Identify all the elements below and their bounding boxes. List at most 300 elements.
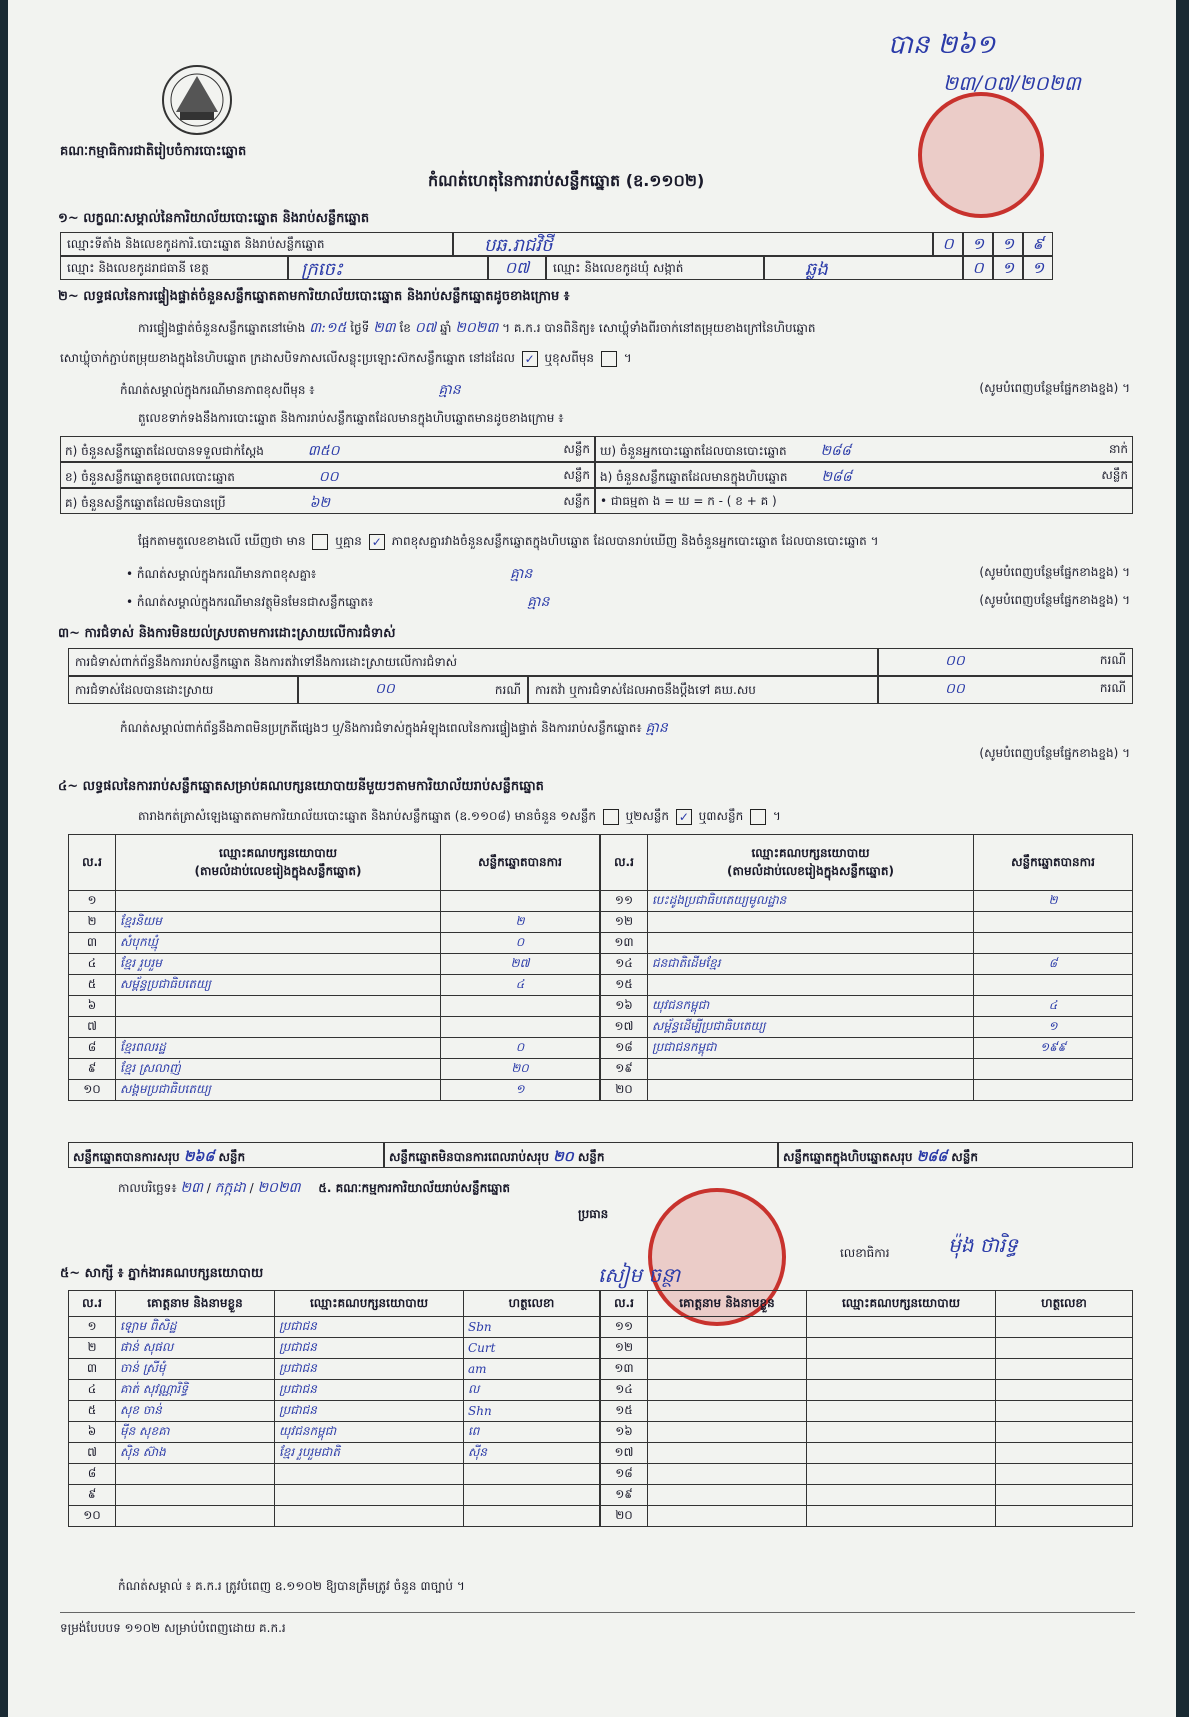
witness-table-right [600, 1290, 1133, 1527]
in-box-value: ២៨៨ [821, 469, 852, 485]
verification-year: ២០២៣ [455, 320, 499, 336]
witness-party [275, 1464, 464, 1485]
row-number: ៥ [69, 975, 116, 996]
commune-code-2: ១ [993, 256, 1023, 280]
table-row [69, 1506, 600, 1527]
col-votes: សន្លឹកឆ្នោតបានការ [974, 835, 1133, 891]
resolved-label: ការជំទាស់ដែលបានដោះស្រាយ [68, 676, 298, 704]
table-row [601, 1359, 1133, 1380]
witness-signature: am [464, 1359, 600, 1380]
fake-note-hint: (សូមបំពេញបន្ថែមផ្នែកខាងខ្នង) ។ [979, 593, 1130, 607]
table-row [601, 1464, 1133, 1485]
table-row [69, 1485, 600, 1506]
row-number: ១៧ [601, 1017, 648, 1038]
total-valid-unit: សន្លឹក [218, 1150, 246, 1164]
table-row [69, 1401, 600, 1422]
unused-unit: សន្លឹក [563, 494, 590, 508]
witness-signature [464, 1464, 600, 1485]
witness-name [116, 1485, 275, 1506]
table-row [601, 912, 1133, 933]
received-label: ក) ចំនួនសន្លឹកឆ្នោតដែលបានទទួលជាក់ស្តែង [65, 444, 264, 458]
verification-day: ២៣ [373, 320, 396, 336]
witness-name [116, 1464, 275, 1485]
difference-rest: ភាពខុសគ្នារវាងចំនួនសន្លឹកឆ្នោតក្នុងហិបឆ្នោត ដែលបានរាប់ឃើញ និងចំនួនអ្នកបោះឆ្នោត ដែលបានបោះឆ្នោត ។ [391, 534, 879, 548]
party-name [116, 996, 441, 1017]
three-sheets-label: ឬ៣សន្លឹក [698, 809, 744, 823]
table-row [601, 1080, 1133, 1101]
commune-code-1: ០ [963, 256, 993, 280]
witness-party: ប្រជាជន [275, 1317, 464, 1338]
col-party-sub: (តាមលំដាប់លេខរៀងក្នុងសន្លឹកឆ្នោត) [727, 863, 894, 878]
chair-signature: សៀម ចន្ថា [598, 1263, 681, 1287]
section1-heading: ១~ លក្ខណៈសម្គាល់នៃការិយាល័យបោះឆ្នោត និងរាប់សន្លឹកឆ្នោត [58, 211, 370, 226]
party-votes: ២ [441, 912, 600, 933]
unused-label: គ) ចំនួនសន្លឹកឆ្នោតដែលមិនបានប្រើ [65, 496, 226, 510]
tally-sheets-line [138, 808, 781, 826]
in-box-label: ង) ចំនួនសន្លឹកឆ្នោតដែលមានក្នុងហិបឆ្នោត [600, 470, 788, 484]
party-votes [974, 975, 1133, 996]
total-valid-row [68, 1142, 384, 1168]
row-number: ១៩ [601, 1485, 648, 1506]
row-number: ១៥ [601, 1401, 648, 1422]
seal-note-line [120, 380, 1130, 401]
row-number: ៦ [69, 1422, 116, 1443]
secretary-signature: ម៉ុង ថារិទ្ធ [948, 1233, 1018, 1257]
table-row [601, 954, 1133, 975]
party-votes: ២០ [441, 1059, 600, 1080]
formula-row: • ជាធម្មតា ង = ឃ = ក - ( ខ + គ ) [595, 488, 1133, 514]
row-number: ៧ [69, 1017, 116, 1038]
witness-signature: Curt [464, 1338, 600, 1359]
witness-col-sign: ហត្ថលេខា [464, 1291, 600, 1317]
witness-col-party: ឈ្មោះគណបក្សនយោបាយ [275, 1291, 464, 1317]
witness-name: ចាន់ ស្រីមុំ [116, 1359, 275, 1380]
witness-party: ខ្មែរ រួបរួមជាតិ [275, 1443, 464, 1464]
has-difference-checkbox[interactable] [312, 534, 328, 550]
row-number: ១២ [601, 1338, 648, 1359]
witness-name: គាត់ សុវណ្ណារិទ្ធិ [116, 1380, 275, 1401]
spoiled-label: ខ) ចំនួនសន្លឹកឆ្នោតខូចពេលបោះឆ្នោត [65, 470, 235, 484]
witness-col-party: ឈ្មោះគណបក្សនយោបាយ [807, 1291, 996, 1317]
appeal-value: ០០ [945, 681, 965, 697]
row-number: ១៤ [601, 954, 648, 975]
party-name [116, 891, 441, 912]
party-name: ជនជាតិដើមខ្មែរ [648, 954, 974, 975]
party-votes [441, 1017, 600, 1038]
table-row [69, 912, 600, 933]
seal-line-text: សោឃ្លុំចាក់ភ្ជាប់តម្រុយខាងក្នុងនៃហិបឆ្នោត ក្រដាសបិទភាសលើសន្លុះប្រឡោះស៊កសន្លឹកឆ្នោត នៅដដែល [60, 351, 515, 365]
seal-or-label: ឬខុសពីមុន [544, 351, 595, 365]
table-row [69, 1017, 600, 1038]
chair-label: ប្រធាន [578, 1207, 609, 1221]
witness-party: យុវជនកម្ពុជា [275, 1422, 464, 1443]
row-number: ៣ [69, 1359, 116, 1380]
party-votes: ២៧ [441, 954, 600, 975]
province-label: ឈ្មោះ និងលេខកូដរាជធានី ខេត្ត [60, 256, 288, 280]
row-number: ៨ [69, 1038, 116, 1059]
official-seal-icon [918, 92, 1044, 218]
irregular-note-line [120, 718, 668, 739]
different-checkbox[interactable] [601, 351, 617, 367]
party-votes: ១ [441, 1080, 600, 1101]
witness-signature: ល [464, 1380, 600, 1401]
party-name: ប្រជាជនកម្ពុជា [648, 1038, 974, 1059]
resolved-unit: ករណី [494, 683, 521, 697]
voters-unit: នាក់ [1108, 442, 1128, 456]
col-party [648, 835, 974, 891]
party-votes: ៤ [974, 996, 1133, 1017]
table-row [69, 954, 600, 975]
row-number: ៤ [69, 954, 116, 975]
one-sheet-checkbox[interactable] [603, 809, 619, 825]
table-row [601, 1017, 1133, 1038]
year-label: ឆ្នាំ [439, 321, 452, 335]
handwritten-date: ២៣/០៧/២០២៣ [943, 71, 1081, 95]
verification-month: ០៧ [414, 320, 437, 336]
row-number: ១១ [601, 1317, 648, 1338]
table-row [601, 1059, 1133, 1080]
party-name: បេះដូងប្រជាធិបតេយ្យមូលដ្ឋាន [648, 891, 974, 912]
complaints-unit: ករណី [1099, 653, 1126, 667]
tally-sheets-end: ។ [772, 809, 781, 823]
unused-row [60, 488, 595, 514]
unused-value: ៦២ [309, 495, 330, 511]
total-valid-value: ២៦៨ [183, 1149, 215, 1165]
voters-row [595, 436, 1133, 462]
witness-signature: ស៊ីន [464, 1443, 600, 1464]
footnote: កំណត់សម្គាល់ ៖ គ.ក.រ ត្រូវបំពេញ ឧ.១១០២ ឱ្យបានត្រឹមត្រូវ ចំនួន ៣ច្បាប់ ។ [118, 1579, 465, 1593]
total-invalid-unit: សន្លឹក [577, 1150, 605, 1164]
results-table-left [68, 834, 600, 1101]
irregular-note-value: គ្មាន [645, 720, 668, 736]
no-difference-checkbox[interactable]: ✓ [369, 534, 385, 550]
diff-note-hint: (សូមបំពេញបន្ថែមផ្នែកខាងខ្នង) ។ [979, 565, 1130, 579]
footer-divider [60, 1612, 1135, 1613]
row-number: ១៤ [601, 1380, 648, 1401]
appeal-unit: ករណី [1099, 681, 1126, 695]
received-row [60, 436, 595, 462]
spoiled-row [60, 462, 595, 488]
party-name: សម្ព័ន្ធដើម្បីប្រជាធិបតេយ្យ [648, 1017, 974, 1038]
results-intro: តួលេខទាក់ទងនឹងការបោះឆ្នោត និងការរាប់សន្លឹកឆ្នោតដែលមានក្នុងហិបឆ្នោតមានដូចខាងក្រោម ៖ [138, 411, 564, 425]
party-votes: ៨ [974, 954, 1133, 975]
witness-signature [464, 1506, 600, 1527]
appeal-label: ការតវ៉ា ឬការជំទាស់ដែលអាចនឹងប្តឹងទៅ គឃ.សប [528, 676, 878, 704]
witness-signature: Shn [464, 1401, 600, 1422]
complaints-value: ០០ [945, 653, 965, 669]
table-row [69, 996, 600, 1017]
day-label: ថ្ងៃទី [350, 321, 370, 335]
voters-value: ២៨៨ [820, 443, 851, 459]
row-number: ២ [69, 1338, 116, 1359]
witness-signature: ពេ [464, 1422, 600, 1443]
table-row [69, 1422, 600, 1443]
row-number: ១៩ [601, 1059, 648, 1080]
party-votes [974, 1059, 1133, 1080]
party-votes [441, 891, 600, 912]
total-invalid-row [384, 1142, 778, 1168]
results-table-right [600, 834, 1133, 1101]
row-number: ១៨ [601, 1464, 648, 1485]
seal-line: សោឃ្លុំចាក់ភ្ជាប់តម្រុយខាងក្នុងនៃហិបឆ្នោត ក្រដាសបិទភាសលើសន្លុះប្រឡោះស៊កសន្លឹកឆ្នោត នៅដដែល ✓ ឬខុសពីមុន ។ [60, 351, 632, 366]
party-name [648, 912, 974, 933]
table-row [69, 1443, 600, 1464]
party-name: សម្ព័ន្ធប្រជាធិបតេយ្យ [116, 975, 441, 996]
seal-note-value: គ្មាន [438, 382, 461, 398]
table-row [601, 891, 1133, 912]
col-party-sub: (តាមលំដាប់លេខរៀងក្នុងសន្លឹកឆ្នោត) [194, 863, 362, 878]
row-number: ៨ [69, 1464, 116, 1485]
handwritten-received: បាន ២៦១ [888, 30, 996, 60]
party-name [648, 1059, 974, 1080]
difference-has-label: ផ្អែកតាមតួលេខខាងលើ ឃើញថា មាន [138, 534, 306, 548]
witness-party: ប្រជាជន [275, 1359, 464, 1380]
date-line: កាលបរិច្ឆេទ៖ ២៣ / កក្កដា / ២០២៣ ៥. គណៈកម្មការការិយាល័យរាប់សន្លឹកឆ្នោត [118, 1180, 511, 1196]
row-number: ៣ [69, 933, 116, 954]
commune-label: ឈ្មោះ និងលេខកូដឃុំ សង្កាត់ [546, 256, 764, 280]
party-name: ខ្មែរ ស្រលាញ់ [116, 1059, 441, 1080]
row-number: ២០ [601, 1080, 648, 1101]
table-row [601, 1317, 1133, 1338]
party-name: ខ្មែរនិយម [116, 912, 441, 933]
party-name: សំបុកឃ្មុំ [116, 933, 441, 954]
received-value: ៣៥០ [307, 443, 340, 459]
row-number: ១២ [601, 912, 648, 933]
row-number: ៩ [69, 1059, 116, 1080]
complaints-cell [878, 648, 1133, 676]
witness-name [116, 1506, 275, 1527]
row-number: ៦ [69, 996, 116, 1017]
row-number: ៤ [69, 1380, 116, 1401]
commune-code-3: ១ [1023, 256, 1053, 280]
party-votes: ៤ [441, 975, 600, 996]
date-month: កក្កដា [214, 1180, 246, 1196]
province-value: ក្រចេះ [288, 256, 488, 280]
table-row [69, 1380, 600, 1401]
committee-name: គណៈកម្មាធិការជាតិរៀបចំការបោះឆ្នោត [60, 144, 247, 159]
footer-text: ទម្រង់បែបបទ ១១០២ សម្រាប់បំពេញដោយ គ.ក.រ [60, 1621, 286, 1635]
witness-name: ផាន់ សុផល [116, 1338, 275, 1359]
party-votes [974, 912, 1133, 933]
col-no: ល.រ [69, 835, 116, 891]
total-invalid-label: សន្លឹកឆ្នោតមិនបានការពេលរាប់សរុប [389, 1150, 549, 1164]
witness-name: សុខ ចាន់ [116, 1401, 275, 1422]
emblem-icon [156, 62, 238, 140]
row-number: ១៦ [601, 1422, 648, 1443]
table-row [601, 1485, 1133, 1506]
table-row [601, 996, 1133, 1017]
row-number: ២ [69, 912, 116, 933]
table-row [69, 975, 600, 996]
party-votes: ១៩៩ [974, 1038, 1133, 1059]
appeal-cell [878, 676, 1133, 704]
total-box-value: ២៨៨ [916, 1149, 948, 1165]
same-checkbox[interactable]: ✓ [522, 351, 538, 367]
row-number: ១៨ [601, 1038, 648, 1059]
table-row [69, 1359, 600, 1380]
row-number: ១៥ [601, 975, 648, 996]
location-label: ឈ្មោះទីតាំង និងលេខកូដការិ.បោះឆ្នោត និងរាប់សន្លឹកឆ្នោត [60, 232, 453, 256]
party-name [648, 975, 974, 996]
table-row [601, 1338, 1133, 1359]
witness-table-left [68, 1290, 600, 1527]
total-box-row [778, 1142, 1133, 1168]
location-value: បឆ.រាជវិថី [453, 232, 933, 256]
col-votes: សន្លឹកឆ្នោតបានការ [441, 835, 600, 891]
table-row [69, 933, 600, 954]
form-title: កំណត់ហេតុនៃការរាប់សន្លឹកឆ្នោត (ឧ.១១០២) [428, 171, 705, 190]
table-row [69, 1059, 600, 1080]
province-code: ០៧ [488, 256, 546, 280]
received-unit: សន្លឹក [563, 442, 590, 456]
row-number: ១៣ [601, 1359, 648, 1380]
tally-sheets-label: តារាងកត់ត្រាសំឡេងឆ្នោតតាមការិយាល័យបោះឆ្នោត និងរាប់សន្លឹកឆ្នោត (ឧ.១១០៨) មានចំនួន ១សន្លឹក [138, 809, 596, 823]
witness-col-name: គោត្តនាម និងនាមខ្លួន [648, 1291, 807, 1317]
fake-note-label: • កំណត់សម្គាល់ក្នុងករណីមានវត្ថុមិនមែនជាសន្លឹកឆ្នោត៖ [126, 595, 374, 609]
location-code-4: ៩ [1023, 232, 1053, 256]
party-votes: ០ [441, 1038, 600, 1059]
difference-none-label: ឬគ្មាន [335, 534, 362, 548]
party-name [648, 1080, 974, 1101]
fake-note-line [126, 592, 1130, 613]
section3-heading: ៣~ ការជំទាស់ និងការមិនយល់ស្របតាមការដោះស្រាយលើការជំទាស់ [58, 626, 396, 641]
commune-value: ឆ្លូង [764, 256, 963, 280]
witness-name: ស៊ិន ស៊ាង [116, 1443, 275, 1464]
row-number: ២០ [601, 1506, 648, 1527]
spoiled-unit: សន្លឹក [563, 468, 590, 482]
diff-note-line [126, 564, 1130, 585]
party-votes [974, 1080, 1133, 1101]
col-party-title: ឈ្មោះគណបក្សនយោបាយ [751, 845, 870, 860]
voters-label: ឃ) ចំនួនអ្នកបោះឆ្នោតដែលបានបោះឆ្នោត [600, 444, 787, 458]
section2-heading: ២~ លទ្ធផលនៃការផ្ទៀងផ្ទាត់ចំនួនសន្លឹកឆ្នោតតាមការិយាល័យបោះឆ្នោត និងរាប់សន្លឹកឆ្នោតដូចខាងក្រោម ៖ [58, 289, 570, 304]
witness-party: ប្រជាជន [275, 1380, 464, 1401]
witness-party: ប្រជាជន [275, 1401, 464, 1422]
table-row [69, 1038, 600, 1059]
difference-line [138, 533, 879, 551]
section4-heading: ៤~ លទ្ធផលនៃការរាប់សន្លឹកឆ្នោតសម្រាប់គណបក្សនយោបាយនីមួយៗតាមការិយាល័យរាប់សន្លឹកឆ្នោត [58, 779, 544, 794]
fake-note-value: គ្មាន [527, 594, 550, 610]
table-row [601, 1422, 1133, 1443]
resolved-cell [298, 676, 528, 704]
witness-name: ម៉ីន សុខគា [116, 1422, 275, 1443]
committee-sign-label: ៥. គណៈកម្មការការិយាល័យរាប់សន្លឹកឆ្នោត [318, 1181, 511, 1195]
row-number: ១៦ [601, 996, 648, 1017]
date-label: កាលបរិច្ឆេទ៖ [118, 1181, 177, 1195]
witness-name: ឡោម ពិសិដ្ឋ [116, 1317, 275, 1338]
table-row [69, 1338, 600, 1359]
witness-col-sign: ហត្ថលេខា [996, 1291, 1133, 1317]
col-no: ល.រ [601, 835, 648, 891]
witness-party: ប្រជាជន [275, 1338, 464, 1359]
table-row [69, 1317, 600, 1338]
witness-col-no: ល.រ [601, 1291, 648, 1317]
two-sheets-checkbox[interactable]: ✓ [676, 809, 692, 825]
row-number: ៧ [69, 1443, 116, 1464]
complaints-label: ការជំទាស់ពាក់ព័ន្ធនឹងការរាប់សន្លឹកឆ្នោត និងការតវ៉ាទៅនឹងការដោះស្រាយលើការជំទាស់ [68, 648, 878, 676]
witness-col-no: ល.រ [69, 1291, 116, 1317]
seal-note-hint: (សូមបំពេញបន្ថែមផ្នែកខាងខ្នង) ។ [979, 381, 1130, 395]
witness-party [275, 1485, 464, 1506]
location-code-3: ១ [993, 232, 1023, 256]
party-name [648, 933, 974, 954]
party-votes: ២ [974, 891, 1133, 912]
party-votes [974, 933, 1133, 954]
table-row [601, 1380, 1133, 1401]
row-number: ៩ [69, 1485, 116, 1506]
date-year: ២០២៣ [257, 1180, 301, 1196]
row-number: ១ [69, 891, 116, 912]
party-votes [441, 996, 600, 1017]
party-votes: ១ [974, 1017, 1133, 1038]
table-row [69, 1080, 600, 1101]
party-name: ខ្មែរ រួបរួម [116, 954, 441, 975]
table-row [601, 1038, 1133, 1059]
month-label: ខែ [399, 321, 411, 335]
witness-party [275, 1506, 464, 1527]
date-day: ២៣ [180, 1180, 203, 1196]
table-row [69, 891, 600, 912]
row-number: ១០ [69, 1506, 116, 1527]
row-number: ៥ [69, 1401, 116, 1422]
total-invalid-value: ២០ [553, 1149, 574, 1165]
diff-note-value: គ្មាន [510, 566, 533, 582]
party-name: សង្គមប្រជាធិបតេយ្យ [116, 1080, 441, 1101]
spoiled-value: ០០ [318, 469, 339, 485]
verification-rest: ។ គ.ក.រ បានពិនិត្យ៖ សោឃ្លុំទាំងពីរចាក់នៅតម្រុយខាងក្រៅនៃហិបឆ្នោត [502, 321, 816, 335]
irregular-note-hint: (សូមបំពេញបន្ថែមផ្នែកខាងខ្នង) ។ [979, 746, 1130, 760]
table-row [69, 1464, 600, 1485]
party-name: ខ្មែរពលរដ្ឋ [116, 1038, 441, 1059]
document-page [8, 0, 1176, 1717]
table-row [601, 1443, 1133, 1464]
table-row [601, 1506, 1133, 1527]
verification-time: ៣:១៥ [309, 320, 347, 336]
resolved-value: ០០ [375, 681, 395, 697]
witness-col-name: គោត្តនាម និងនាមខ្លួន [116, 1291, 275, 1317]
location-code-2: ១ [963, 232, 993, 256]
col-party-title: ឈ្មោះគណបក្សនយោបាយ [218, 845, 338, 860]
section5-heading: ៥~ សាក្សី ៖ ភ្នាក់ងារគណបក្សនយោបាយ [60, 1266, 264, 1281]
seal-note-label: កំណត់សម្គាល់ក្នុងករណីមានភាពខុសពីមុន ៖ [120, 383, 315, 397]
total-valid-label: សន្លឹកឆ្នោតបានការសរុប [73, 1150, 180, 1164]
table-row [601, 1401, 1133, 1422]
three-sheets-checkbox[interactable] [750, 809, 766, 825]
location-code-1: ០ [933, 232, 963, 256]
irregular-note-label: កំណត់សម្គាល់ពាក់ព័ន្ធនឹងភាពមិនប្រក្រតីផ្សេងៗ ឬ/និងការជំទាស់ក្នុងអំឡុងពេលនៃការផ្ទៀងផ្ទាត់ និងការរាប់សន្លឹកឆ្នោត៖ [120, 721, 642, 735]
row-number: ១៧ [601, 1443, 648, 1464]
two-sheets-label: ឬ២សន្លឹក [625, 809, 670, 823]
table-row [601, 933, 1133, 954]
col-party [116, 835, 441, 891]
party-votes: ០ [441, 933, 600, 954]
verification-time-label: ការផ្ទៀងផ្ទាត់ចំនួនសន្លឹកឆ្នោតនៅម៉ោង [138, 321, 306, 335]
party-name: យុវជនកម្ពុជា [648, 996, 974, 1017]
secretary-label: លេខាធិការ [840, 1246, 890, 1260]
total-box-unit: សន្លឹក [951, 1150, 978, 1164]
verification-line [138, 318, 816, 339]
row-number: ១៣ [601, 933, 648, 954]
row-number: ១១ [601, 891, 648, 912]
total-box-label: សន្លឹកឆ្នោតក្នុងហិបឆ្នោតសរុប [783, 1150, 913, 1164]
witness-signature: Sbn [464, 1317, 600, 1338]
row-number: ១ [69, 1317, 116, 1338]
party-name [116, 1017, 441, 1038]
witness-signature [464, 1485, 600, 1506]
diff-note-label: • កំណត់សម្គាល់ក្នុងករណីមានភាពខុសគ្នា៖ [126, 567, 317, 581]
in-box-row [595, 462, 1133, 488]
in-box-unit: សន្លឹក [1101, 468, 1128, 482]
